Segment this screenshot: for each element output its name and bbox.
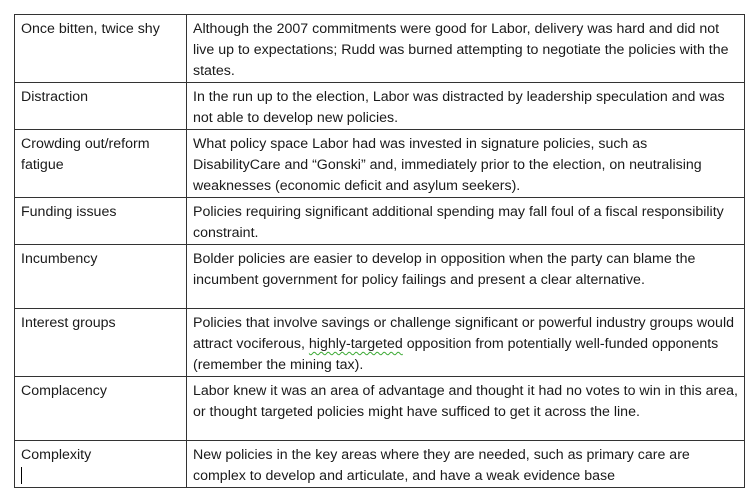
description-cell[interactable]: Bolder policies are easier to develop in opposition when the party can blame the incumbent government for policy failings and present a clear alternative. (187, 245, 745, 309)
description-cell[interactable]: Labor knew it was an area of advantage and thought it had no votes to win in this area, or thought targeted policies might have sufficed to get it across the line. (187, 377, 745, 441)
table-row (15, 377, 745, 441)
factor-cell[interactable]: Distraction (15, 83, 187, 130)
description-cell[interactable]: Policies requiring significant additional spending may fall foul of a fiscal responsibility constraint. (187, 198, 745, 245)
table-row (15, 15, 745, 83)
table-row (15, 245, 745, 309)
factor-cell[interactable]: Incumbency (15, 245, 187, 309)
table-row (15, 198, 745, 245)
description-cell[interactable]: New policies in the key areas where they are needed, such as primary care are complex to develop and articulate, and have a weak evidence base (187, 441, 745, 488)
table-row (15, 309, 745, 377)
factor-cell[interactable]: Funding issues (15, 198, 187, 245)
description-cell[interactable]: Although the 2007 commitments were good for Labor, delivery was hard and did not live up to expectations; Rudd was burned attempting to negotiate the policies with the states. (187, 15, 745, 83)
table-row (15, 441, 745, 488)
factor-cell[interactable]: Complacency (15, 377, 187, 441)
factor-cell[interactable]: Complexity (15, 441, 187, 488)
description-cell[interactable]: In the run up to the election, Labor was distracted by leadership speculation and was not able to develop new policies. (187, 83, 745, 130)
description-cell[interactable] (187, 309, 745, 377)
factor-cell[interactable]: Interest groups (15, 309, 187, 377)
factor-cell[interactable]: Crowding out/reform fatigue (15, 130, 187, 198)
description-cell[interactable]: What policy space Labor had was invested in signature policies, such as DisabilityCare and “Gonski” and, immediately prior to the election, on neutralising weaknesses (economic deficit and asylum seekers). (187, 130, 745, 198)
policy-factors-table (14, 14, 745, 488)
spellcheck-flagged-word[interactable]: highly-targeted (308, 336, 403, 352)
table-row (15, 130, 745, 198)
description-text: opposition from potentially well-funded opponents (remember the mining tax). (193, 336, 719, 373)
factor-cell[interactable]: Once bitten, twice shy (15, 15, 187, 83)
description-text: Policies that involve savings or challenge significant or powerful industry groups would attract vociferous, (193, 315, 734, 352)
table-row (15, 83, 745, 130)
text-cursor (21, 467, 22, 484)
